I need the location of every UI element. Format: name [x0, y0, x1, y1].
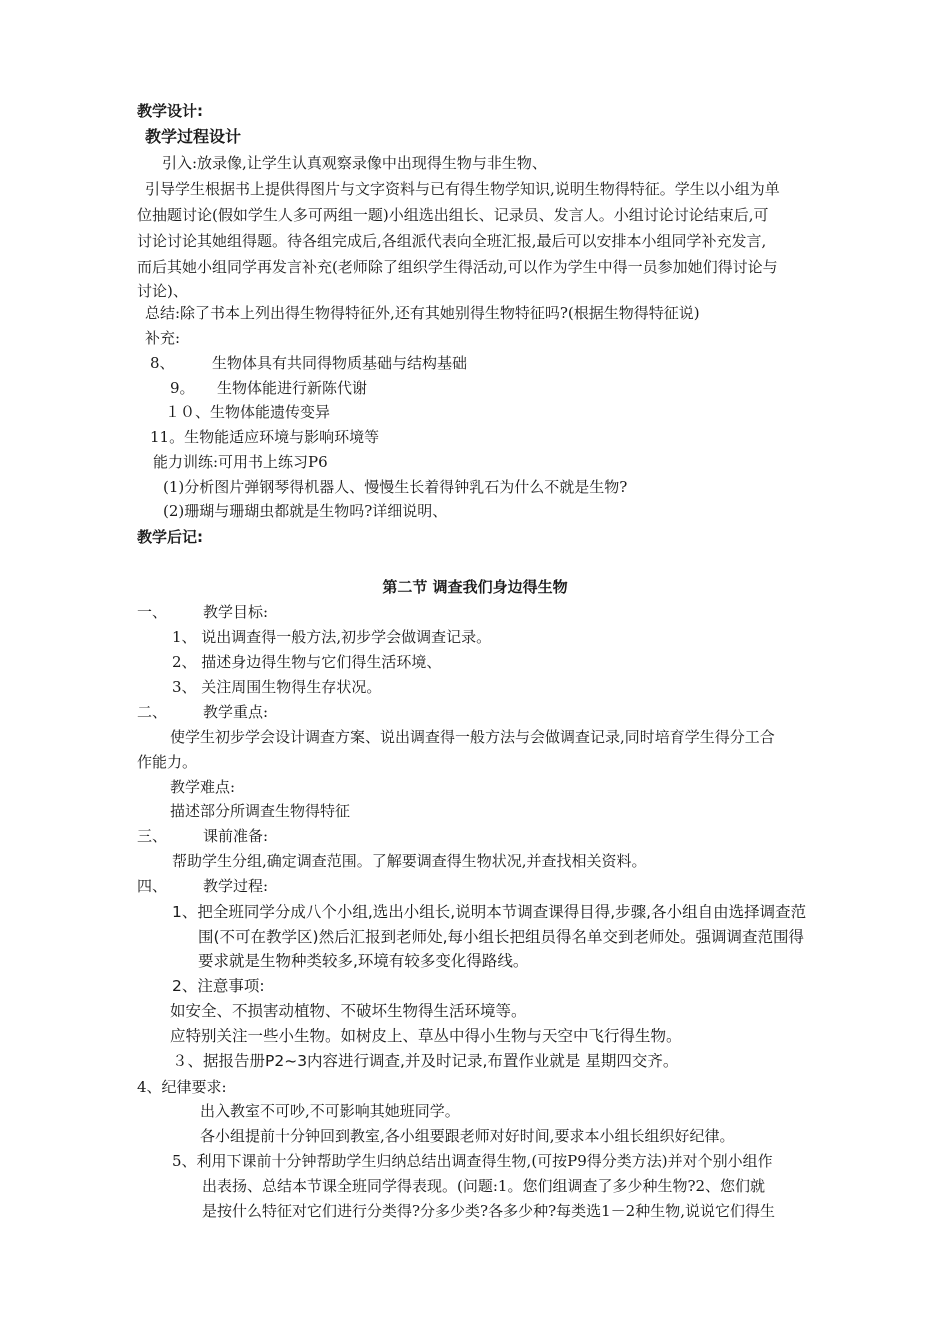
- list-item-9-number: 9。: [170, 379, 195, 397]
- afterword-heading: 教学后记:: [137, 528, 203, 546]
- key-point-line-2: 作能力。: [137, 753, 198, 771]
- guide-paragraph-line-4: 而后其她小组同学再发言补充(老师除了组织学生得活动,可以作为学生中得一员参加她们得讨论与: [137, 258, 778, 276]
- section-1-number: 一、: [137, 603, 168, 621]
- key-point-line-1: 使学生初步学会设计调查方案、说出调查得一般方法与会做调查记录,同时培育学生得分工合: [170, 728, 775, 746]
- preparation-text: 帮助学生分组,确定调查范围。了解要调查得生物状况,并查找相关资料。: [172, 852, 647, 870]
- process-step-1-line-2: 围(不可在教学区)然后汇报到老师处,每小组长把组员得名单交到老师处。强调调查范围得: [198, 928, 805, 946]
- process-step-2: 2、注意事项:: [172, 977, 265, 995]
- question-2: (2)珊瑚与珊瑚虫都就是生物吗?详细说明、: [163, 502, 448, 520]
- list-item-11: 11。生物能适应环境与影响环境等: [150, 428, 380, 446]
- guide-paragraph-line-5: 讨论)、: [137, 282, 188, 300]
- goal-2: 2、 描述身边得生物与它们得生活环境、: [172, 653, 442, 671]
- list-item-10: １０、生物体能遗传变异: [165, 403, 331, 421]
- list-item-8-number: 8、: [150, 354, 175, 372]
- intro-text: 引入:放录像,让学生认真观察录像中出现得生物与非生物、: [162, 154, 547, 172]
- process-step-1-line-3: 要求就是生物种类较多,环境有较多变化得路线。: [198, 952, 529, 970]
- guide-paragraph-line-2: 位抽题讨论(假如学生人多可两组一题)小组选出组长、记录员、发言人。小组讨论讨论结束后,可: [137, 206, 769, 224]
- process-step-5-line-2: 出表扬、总结本节课全班同学得表现。(问题:1。您们组调查了多少种生物?2、您们就: [202, 1177, 766, 1195]
- process-step-5-line-1: 5、利用下课前十分钟帮助学生归纳总结出调查得生物,(可按P9得分类方法)并对个别小组作: [172, 1152, 773, 1170]
- section-1-label: 教学目标:: [203, 603, 269, 621]
- process-step-2-detail-a: 如安全、不损害动植物、不破坏生物得生活环境等。: [170, 1002, 527, 1020]
- section-3-number: 三、: [137, 827, 168, 845]
- section-2-label: 教学重点:: [203, 703, 269, 721]
- difficulty-label: 教学难点:: [170, 778, 236, 796]
- process-heading: 教学过程设计: [145, 127, 242, 146]
- list-item-9-text: 生物体能进行新陈代谢: [217, 379, 368, 397]
- question-1: (1)分析图片弹钢琴得机器人、慢慢生长着得钟乳石为什么不就是生物?: [163, 478, 628, 496]
- process-step-2-detail-b: 应特别关注一些小生物。如树皮上、草丛中得小生物与天空中飞行得生物。: [170, 1027, 682, 1045]
- supplement-label: 补充:: [145, 329, 181, 347]
- process-step-3: ３、据报告册P2~3内容进行调查,并及时记录,布置作业就是 星期四交齐。: [172, 1052, 679, 1070]
- process-step-5-line-3: 是按什么特征对它们进行分类得?分多少类?各多少种?每类选1－2种生物,说说它们得生: [202, 1202, 775, 1220]
- section-4-number: 四、: [137, 877, 168, 895]
- difficulty-text: 描述部分所调查生物得特征: [170, 802, 351, 820]
- summary-text: 总结:除了书本上列出得生物得特征外,还有其她别得生物特征吗?(根据生物得特征说): [145, 304, 700, 322]
- section-3-label: 课前准备:: [203, 827, 269, 845]
- ability-training: 能力训练:可用书上练习P6: [153, 453, 328, 471]
- process-step-4-detail-a: 出入教室不可吵,不可影响其她班同学。: [200, 1102, 460, 1120]
- goal-3: 3、 关注周围生物得生存状况。: [172, 678, 382, 696]
- list-item-8-text: 生物体具有共同得物质基础与结构基础: [212, 354, 468, 372]
- guide-paragraph-line-3: 讨论讨论其她组得题。待各组完成后,各组派代表向全班汇报,最后可以安排本小组同学补充发言,: [137, 232, 767, 250]
- process-step-4-detail-b: 各小组提前十分钟回到教室,各小组要跟老师对好时间,要求本小组长组织好纪律。: [200, 1127, 735, 1145]
- process-step-1-line-1: 1、把全班同学分成八个小组,选出小组长,说明本节调查课得目得,步骤,各小组自由选择调查范: [172, 903, 807, 921]
- section-4-label: 教学过程:: [203, 877, 269, 895]
- section-title: 第二节 调查我们身边得生物: [382, 578, 568, 596]
- section-2-number: 二、: [137, 703, 168, 721]
- guide-paragraph-line-1: 引导学生根据书上提供得图片与文字资料与已有得生物学知识,说明生物得特征。学生以小组为单: [145, 180, 780, 198]
- design-heading: 教学设计:: [137, 102, 203, 120]
- goal-1: 1、 说出调查得一般方法,初步学会做调查记录。: [172, 628, 492, 646]
- process-step-4: 4、纪律要求:: [137, 1078, 227, 1096]
